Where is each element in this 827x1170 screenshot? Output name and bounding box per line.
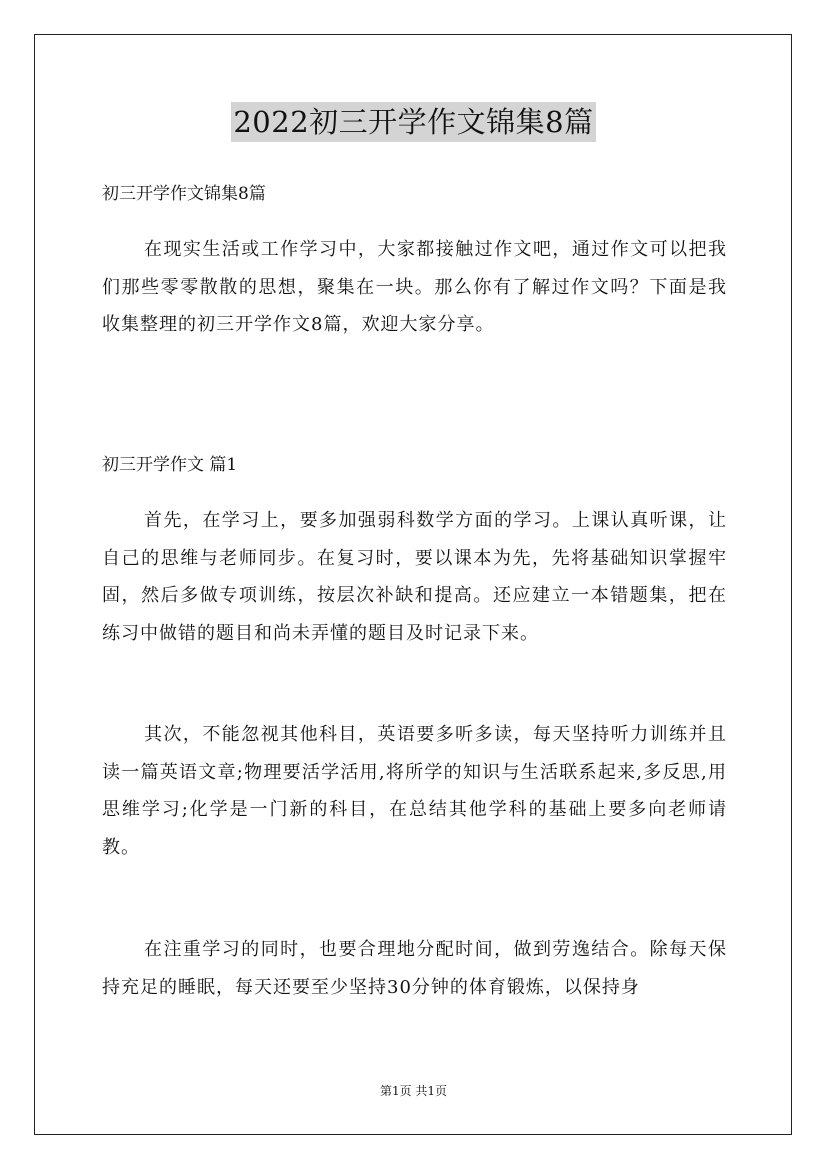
document-title: 2022初三开学作文锦集8篇	[231, 102, 595, 142]
document-subtitle: 初三开学作文锦集8篇	[102, 184, 266, 204]
title-container	[0, 102, 827, 142]
intro-paragraph: 在现实生活或工作学习中，大家都接触过作文吧，通过作文可以把我们那些零零散散的思想，聚集在一块。那么你有了解过作文吗？下面是我收集整理的初三开学作文8篇，欢迎大家分享。	[102, 239, 727, 335]
body-paragraph-3: 在注重学习的同时，也要合理地分配时间，做到劳逸结合。除每天保持充足的睡眠，每天还要至少坚持30分钟的体育锻炼，以保持身	[102, 939, 727, 998]
section-heading: 初三开学作文 篇1	[102, 455, 238, 475]
body-paragraph-2: 其次，不能忽视其他科目，英语要多听多读，每天坚持听力训练并且读一篇英语文章;物理要活学活用,将所学的知识与生活联系起来,多反思,用思维学习;化学是一门新的科目，在总结其他学科的基础上要多向老师请教。	[102, 724, 727, 858]
body-paragraph-1: 首先，在学习上，要多加强弱科数学方面的学习。上课认真听课，让自己的思维与老师同步。在复习时，要以课本为先，先将基础知识掌握牢固，然后多做专项训练，按层次补缺和提高。还应建立一本错题集，把在练习中做错的题目和尚未弄懂的题目及时记录下来。	[102, 510, 727, 644]
page-footer: 第1页 共1页	[379, 1084, 448, 1098]
